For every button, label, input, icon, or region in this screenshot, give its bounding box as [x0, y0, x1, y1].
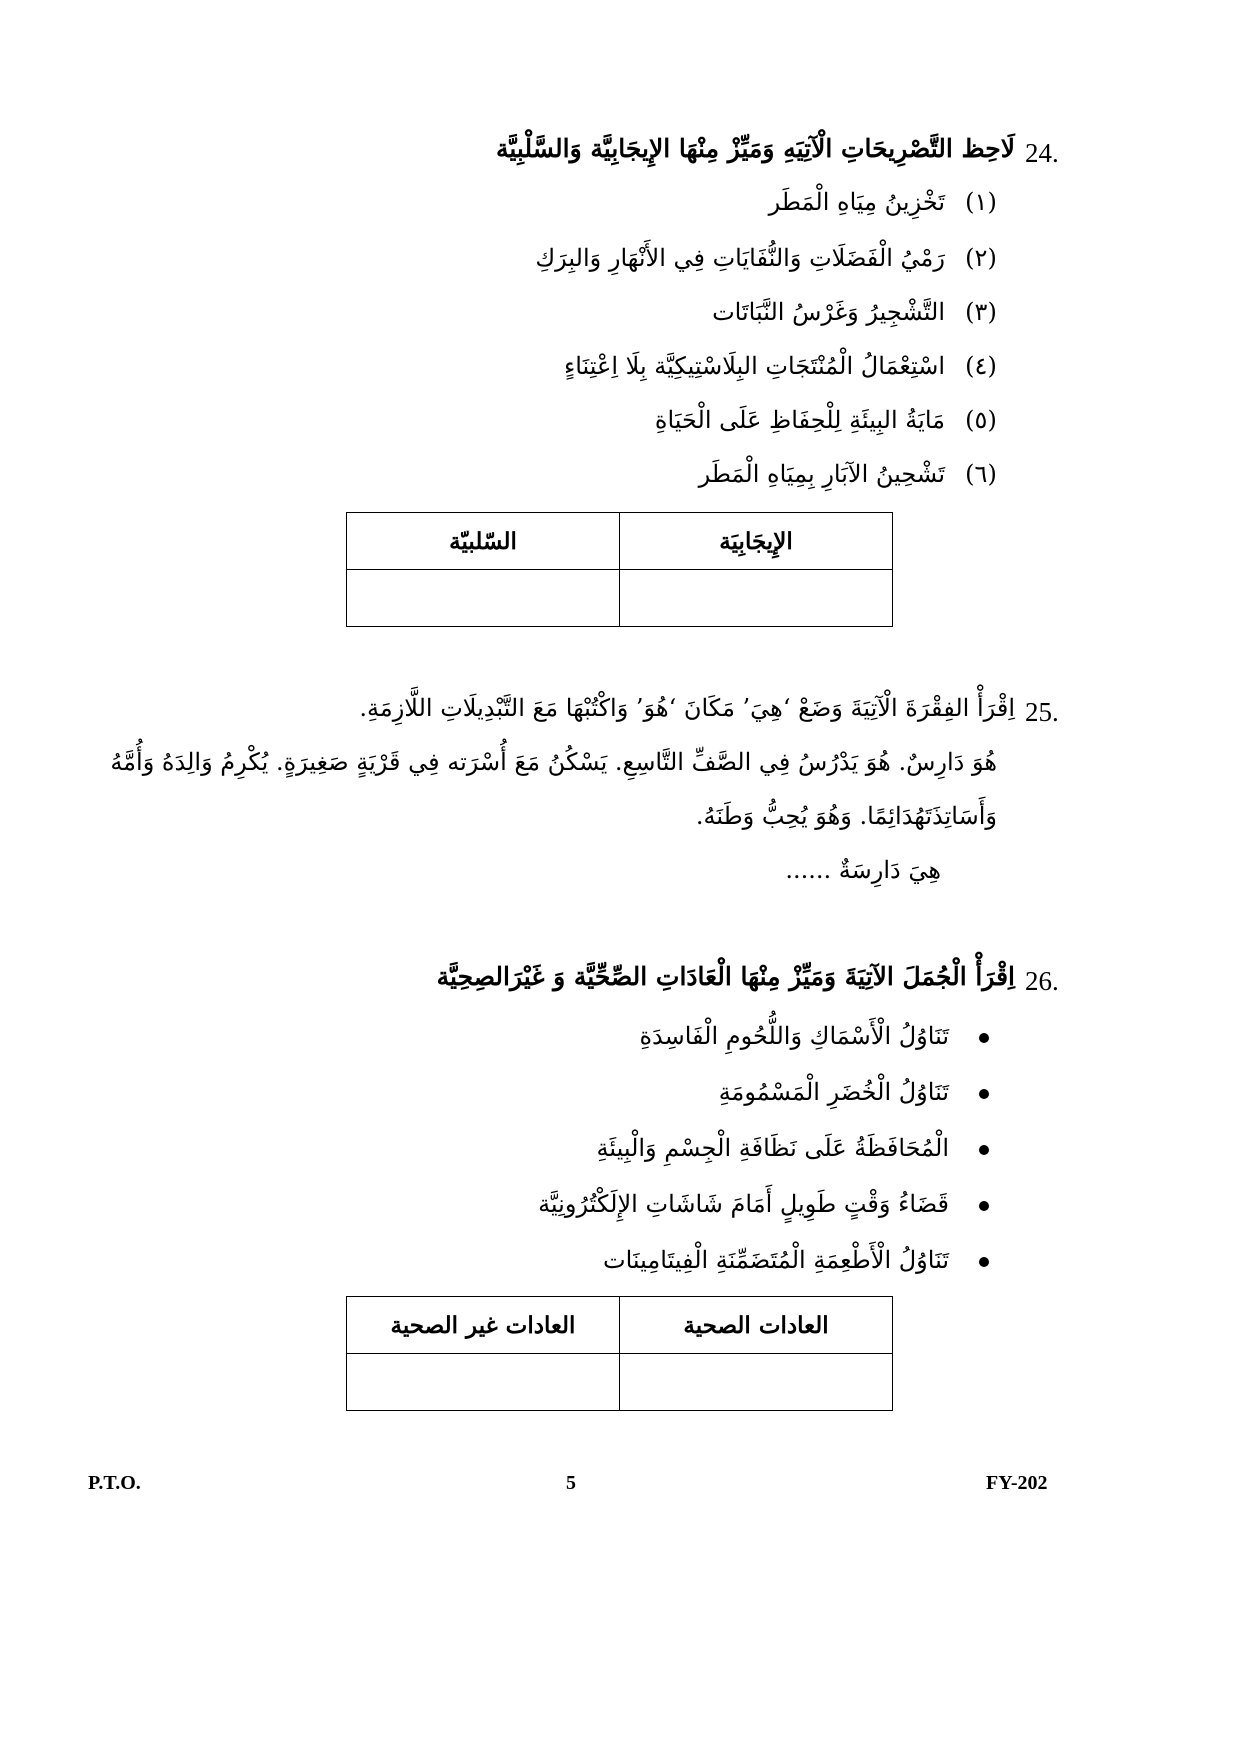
q24-col-negative: السّلبيّة: [347, 513, 620, 570]
q24-item-2: [535, 244, 1005, 272]
q24-item-5-marker: (٥): [965, 406, 997, 434]
q26-item-3-text: الْمُحَافَظَةُ عَلَى نَظَافَةِ الْجِسْمِ وَالْبِيئَةِ: [596, 1134, 949, 1162]
q24-item-5-text: مَايَةُ البِيئَةِ لِلْحِفَاظِ عَلَى الْحَيَاةِ: [654, 406, 945, 434]
q24-item-6: [699, 460, 1005, 488]
q24-item-3-text: التَّشْجِيرُ وَغَرْسُ النَّبَاتَات: [712, 298, 945, 326]
q24-item-3: [712, 298, 1005, 326]
q24-answer-cell-negative[interactable]: [347, 570, 620, 627]
q24-item-6-marker: (٦): [965, 460, 997, 488]
q25-paragraph-line-2: وَأَسَاتِذَتَهُدَائِمًا. وَهُوَ يُحِبُّ وَطَنَهُ.: [695, 802, 997, 830]
q24-item-1-marker: (١): [965, 188, 997, 216]
bullet-icon: [979, 1145, 989, 1155]
bullet-icon: [979, 1089, 989, 1099]
q26-item-4: [538, 1190, 989, 1218]
bullet-icon: [979, 1201, 989, 1211]
q26-col-healthy: العادات الصحية: [620, 1297, 893, 1354]
q24-item-6-text: تَشْحِينُ الآبَارِ بِمِيَاهِ الْمَطَر: [698, 460, 945, 488]
q26-number: 26.: [1025, 966, 1059, 996]
q25-number: 25.: [1025, 697, 1059, 727]
q26-heading: اِقْرَأْ الْجُمَلَ الآتِيَةَ وَمَيِّزْ مِنْهَا الْعَادَاتِ الصِّحِّيَّة وَ غَيْرَالصِحِيَّة: [436, 962, 1015, 991]
q25-heading: اِقْرَأْ الفِقْرَةَ الْآتِيَةَ وَضَعْ ‘هِيَ’ مَكَانَ ‘هُوَ’ وَاكْتُبْهَا مَعَ التَّبْدِيلَاتِ اللَّازِمَةِ.: [359, 694, 1015, 722]
q24-item-4-marker: (٤): [965, 352, 997, 380]
footer-page-number: 5: [566, 1472, 576, 1494]
q24-number: 24.: [1025, 138, 1059, 168]
q26-item-1: [639, 1022, 989, 1050]
footer-paper-code: FY-202: [986, 1472, 1048, 1494]
bullet-icon: [979, 1033, 989, 1043]
q26-answer-table: [346, 1296, 893, 1411]
q24-heading: لَاحِظ التَّصْرِيحَاتِ الْآتِيَهِ وَمَيِّزْ مِنْهَا الإِيجَابِيَّة وَالسَّلْبِيَّة: [495, 134, 1015, 163]
q26-col-unhealthy: العادات غير الصحية: [347, 1297, 620, 1354]
q26-item-5: [603, 1246, 989, 1274]
q24-answer-table: [346, 512, 893, 627]
q26-answer-cell-unhealthy[interactable]: [347, 1354, 620, 1411]
q26-item-4-text: قَضَاءُ وَقْتٍ طَوِيلٍ أَمَامَ شَاشَاتِ الإِلَكْتُرُونِيَّة: [538, 1190, 949, 1218]
q26-item-2: [719, 1078, 989, 1106]
q26-item-2-text: تَنَاوُلُ الْخُضَرِ الْمَسْمُومَةِ: [718, 1078, 949, 1106]
q24-item-2-text: رَمْيُ الْفَضَلَاتِ وَالنُّفَايَاتِ فِي الأَنْهَارِ وَالبِرَكِ: [535, 244, 945, 272]
q26-item-1-text: تَنَاوُلُ الْأَسْمَاكِ وَاللُّحُومِ الْفَاسِدَةِ: [639, 1022, 949, 1050]
q24-col-positive: الإِيجَابِيَة: [620, 513, 893, 570]
q24-item-4: [564, 352, 1005, 380]
bullet-icon: [979, 1257, 989, 1267]
q24-item-1: [769, 188, 1005, 216]
q24-item-4-text: اسْتِعْمَالُ الْمُنْتَجَاتِ البِلَاسْتِيكِيَّة بِلَا اِعْتِنَاءٍ: [563, 352, 945, 380]
q26-item-5-text: تَنَاوُلُ الْأَطْعِمَةِ الْمُتَضَمِّنَةِ الْفِيتَامِينَات: [603, 1246, 949, 1274]
q26-item-3: [596, 1134, 989, 1162]
footer-pto: P.T.O.: [88, 1472, 141, 1494]
q24-item-5: [655, 406, 1005, 434]
q25-paragraph-line-1: هُوَ دَارِسٌ. هُوَ يَدْرُسُ فِي الصَّفِّ التَّاسِعِ. يَسْكُنُ مَعَ أُسْرَته فِي قَرْيَةٍ صَغِيرَةٍ. يُكْرِمُ وَالِدَهُ وَأُمَّهُ: [110, 748, 997, 776]
q25-answer-start: هِيَ دَارِسَةٌ ......: [785, 856, 941, 884]
q24-item-2-marker: (٢): [965, 244, 997, 272]
q24-item-3-marker: (٣): [965, 298, 997, 326]
q26-answer-cell-healthy[interactable]: [620, 1354, 893, 1411]
q24-answer-cell-positive[interactable]: [620, 570, 893, 627]
q24-item-1-text: تَخْزِينُ مِيَاهِ الْمَطَر: [768, 188, 945, 216]
